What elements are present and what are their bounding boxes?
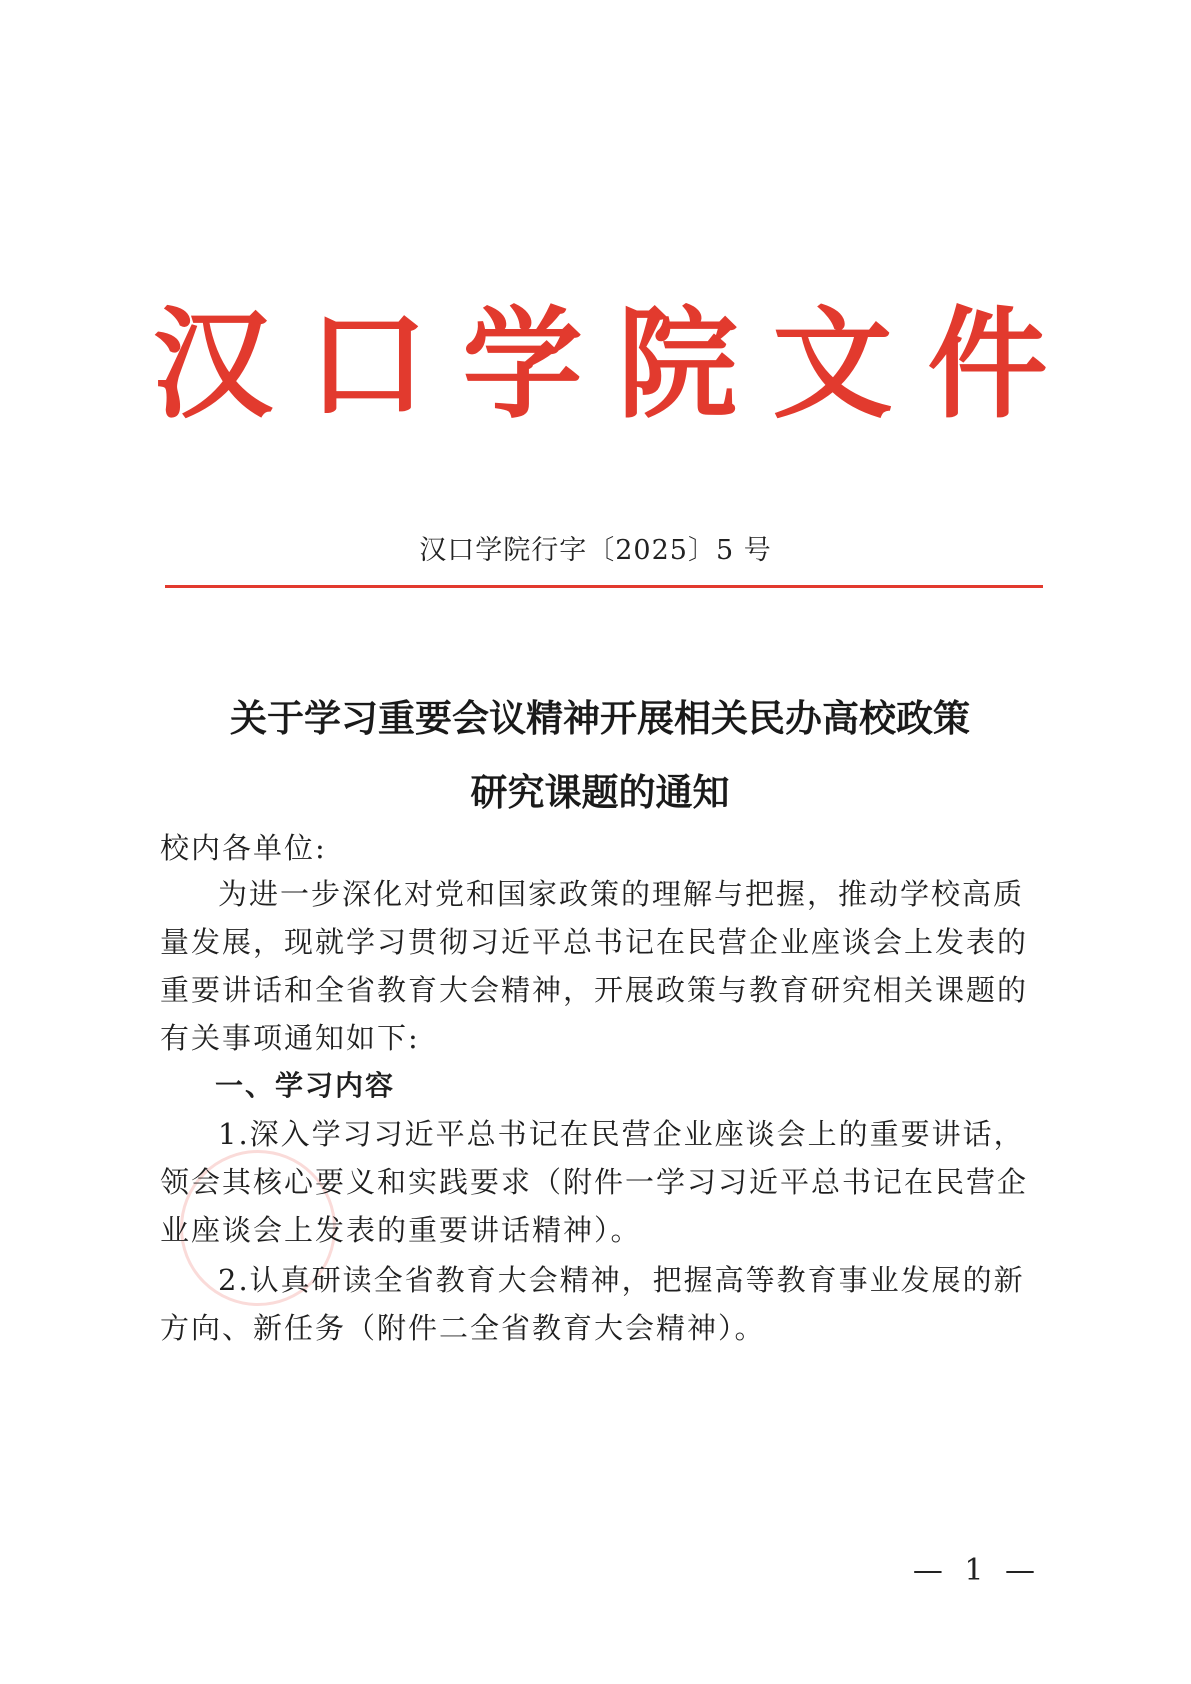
paragraph-line: 有关事项通知如下: — [160, 1021, 420, 1055]
document-title-line-2: 研究课题的通知 — [470, 770, 730, 814]
paragraph-line: 为进一步深化对党和国家政策的理解与把握，推动学校高质 — [218, 877, 1025, 911]
section-heading: 一、学习内容 — [215, 1069, 396, 1102]
paragraph-line: 2.认真研读全省教育大会精神，把握高等教育事业发展的新 — [218, 1263, 1025, 1297]
page-number: — 1 — — [912, 1553, 1041, 1588]
masthead-char: 口 — [307, 294, 428, 435]
masthead — [150, 295, 1050, 435]
paragraph-line: 业座谈会上发表的重要讲话精神）。 — [160, 1213, 642, 1247]
document-title-line-1: 关于学习重要会议精神开展相关民办高校政策 — [230, 696, 970, 740]
red-divider-line — [165, 585, 1043, 588]
masthead-char: 院 — [617, 294, 738, 435]
paragraph-line: 方向、新任务（附件二全省教育大会精神）。 — [160, 1311, 766, 1345]
masthead-char: 文 — [772, 294, 893, 435]
salutation: 校内各单位: — [160, 831, 327, 865]
paragraph-line: 重要讲话和全省教育大会精神，开展政策与教育研究相关课题的 — [160, 973, 1029, 1007]
paragraph-line: 1.深入学习习近平总书记在民营企业座谈会上的重要讲话， — [218, 1117, 1025, 1151]
paragraph-line: 量发展，现就学习贯彻习近平总书记在民营企业座谈会上发表的 — [160, 925, 1029, 959]
paragraph-line: 领会其核心要义和实践要求（附件一学习习近平总书记在民营企 — [160, 1165, 1029, 1199]
masthead-char: 汉 — [152, 294, 273, 435]
masthead-char: 件 — [927, 294, 1048, 435]
document-number: 汉口学院行字〔2025〕5 号 — [419, 535, 772, 566]
masthead-char: 学 — [462, 294, 583, 435]
